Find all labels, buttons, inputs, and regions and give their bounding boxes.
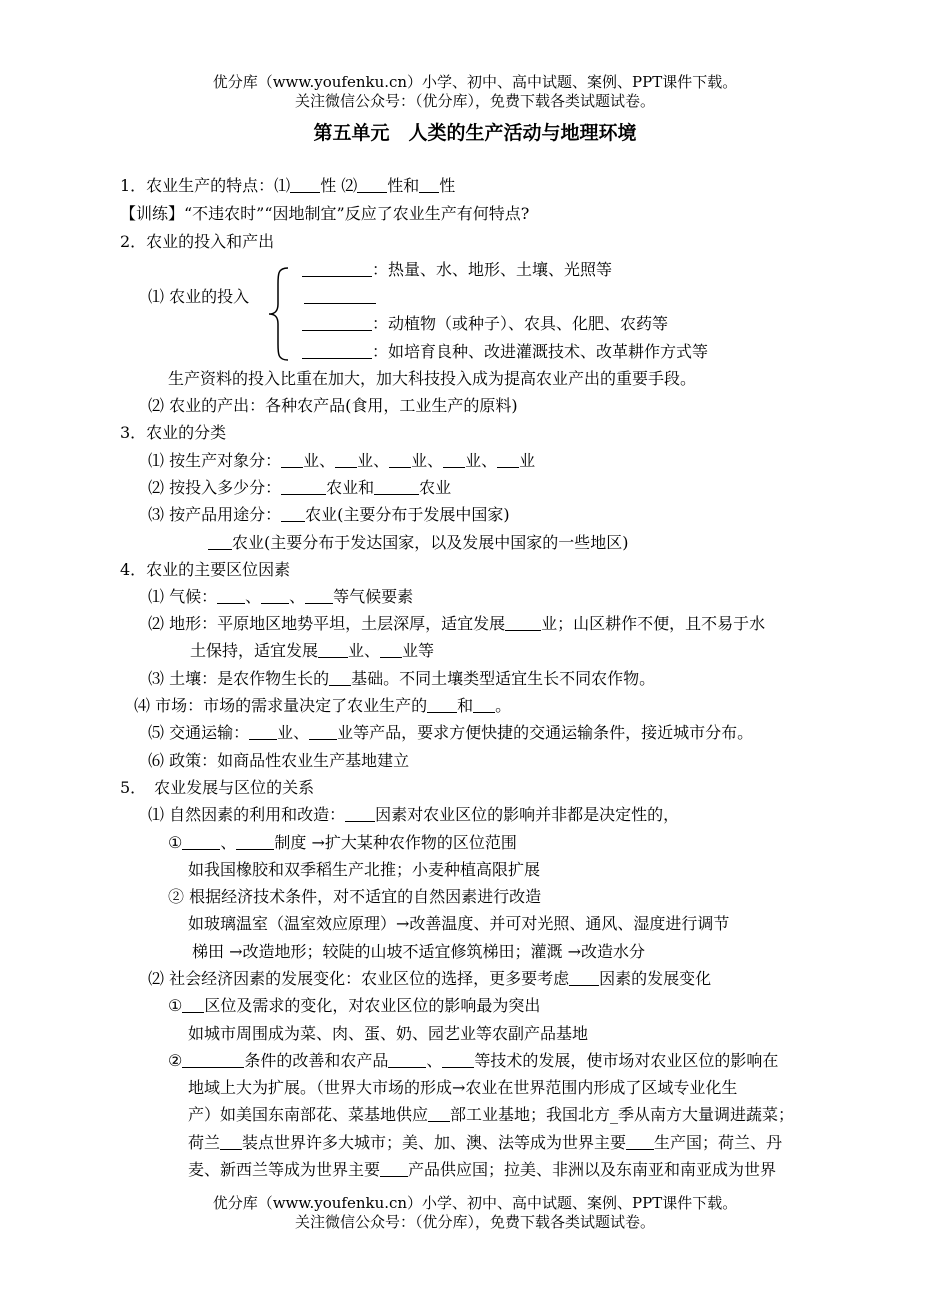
blank[interactable] bbox=[442, 1051, 474, 1068]
s4-climate: ⑴ 气候： 、 、 等气候要素 bbox=[148, 587, 414, 606]
blank[interactable] bbox=[304, 287, 376, 304]
blank[interactable] bbox=[182, 996, 204, 1013]
blank[interactable] bbox=[290, 176, 320, 193]
s2-heading: 2．农业的投入和产出 bbox=[120, 232, 275, 251]
header-line-2: 关注微信公众号：（优分库），免费下载各类试题试卷。 bbox=[294, 92, 655, 110]
blank[interactable] bbox=[217, 587, 245, 604]
blank[interactable] bbox=[281, 451, 303, 468]
blank[interactable] bbox=[388, 1051, 426, 1068]
s5-example-1: 如我国橡胶和双季稻生产北推；小麦种植高限扩展 bbox=[188, 860, 541, 879]
blank[interactable] bbox=[302, 260, 372, 277]
footer-line-2: 关注微信公众号：（优分库），免费下载各类试题试卷。 bbox=[294, 1213, 655, 1231]
s5-natural-1: ① 、 制度 →扩大某种农作物的区位范围 bbox=[168, 833, 517, 852]
s5-social: ⑵ 社会经济因素的发展变化：农业区位的选择，更多要考虑 因素的发展变化 bbox=[148, 969, 712, 988]
blank[interactable] bbox=[302, 342, 372, 359]
s5-para-2: 产）如美国东南部花、菜基地供应 部工业基地；我国北方_季从南方大量调进蔬菜； bbox=[188, 1105, 795, 1124]
s3-c: ⑶ 按产品用途分： 农业(主要分布于发展中国家) bbox=[148, 505, 510, 524]
s5-social-2: ② 条件的改善和农产品 、 等技术的发展，使市场对农业区位的影响在 bbox=[168, 1051, 779, 1070]
input-note: 生产资料的投入比重在加大，加大科技投入成为提高农业产出的重要手段。 bbox=[168, 369, 697, 388]
blank[interactable] bbox=[329, 669, 351, 686]
s4-market: ⑷ 市场：市场的需求量决定了农业生产的 和 。 bbox=[134, 696, 512, 715]
blank[interactable] bbox=[182, 1051, 244, 1068]
page-title: 第五单元 人类的生产活动与地理环境 bbox=[313, 122, 637, 144]
blank[interactable] bbox=[182, 833, 220, 850]
s1-line: 1．农业生产的特点：⑴ 性 ⑵ 性和 性 bbox=[120, 176, 456, 195]
blank[interactable] bbox=[281, 505, 305, 522]
curly-brace-icon bbox=[266, 266, 292, 362]
s5-example-4: 如城市周围成为菜、肉、蛋、奶、园艺业等农副产品基地 bbox=[188, 1024, 589, 1043]
s5-heading: 5． 农业发展与区位的关系 bbox=[120, 778, 315, 797]
blank[interactable] bbox=[569, 969, 599, 986]
blank[interactable] bbox=[497, 451, 519, 468]
blank[interactable] bbox=[236, 833, 274, 850]
training-line: 【训练】“不违农时”“因地制宜”反应了农业生产有何特点? bbox=[120, 204, 530, 223]
s4-transport: ⑸ 交通运输： 业、 业等产品，要求方便快捷的交通运输条件，接近城市分布。 bbox=[148, 723, 754, 742]
s5-natural: ⑴ 自然因素的利用和改造： 因素对农业区位的影响并非都是决定性的， bbox=[148, 805, 680, 824]
blank[interactable] bbox=[505, 614, 541, 631]
blank[interactable] bbox=[261, 587, 289, 604]
s4-terrain: ⑵ 地形：平原地区地势平坦，土层深厚，适宜发展 业；山区耕作不便，且不易于水 bbox=[148, 614, 766, 633]
blank[interactable] bbox=[335, 451, 357, 468]
blank[interactable] bbox=[419, 176, 439, 193]
blank[interactable] bbox=[305, 587, 333, 604]
s4-policy: ⑹ 政策：如商品性农业生产基地建立 bbox=[148, 751, 410, 770]
blank[interactable] bbox=[208, 533, 232, 550]
blank[interactable] bbox=[428, 1105, 450, 1122]
blank[interactable] bbox=[374, 478, 419, 495]
blank[interactable] bbox=[345, 805, 375, 822]
input-label: ⑴ 农业的投入 bbox=[148, 287, 250, 306]
footer-line-1: 优分库（www.youfenku.cn）小学、初中、高中试题、案例、PPT课件下载。 bbox=[212, 1194, 738, 1212]
blank[interactable] bbox=[318, 641, 348, 658]
input-item-1: ：热量、水、地形、土壤、光照等 bbox=[302, 260, 612, 280]
header-line-1: 优分库（www.youfenku.cn）小学、初中、高中试题、案例、PPT课件下载。 bbox=[212, 73, 738, 91]
blank[interactable] bbox=[249, 723, 277, 740]
input-item-3: ：动植物（或种子）、农具、化肥、农药等 bbox=[302, 314, 668, 334]
s3-b: ⑵ 按投入多少分： 农业和 农业 bbox=[148, 478, 452, 497]
blank[interactable] bbox=[309, 723, 337, 740]
s5-para-1: 地域上大为扩展。（世界大市场的形成→农业在世界范围内形成了区域专业化生 bbox=[188, 1078, 738, 1097]
blank[interactable] bbox=[389, 451, 411, 468]
s4-heading: 4．农业的主要区位因素 bbox=[120, 560, 291, 579]
blank[interactable] bbox=[427, 696, 457, 713]
blank[interactable] bbox=[357, 176, 387, 193]
s5-para-3: 荷兰 装点世界许多大城市；美、加、澳、法等成为世界主要 生产国；荷兰、丹 bbox=[188, 1133, 783, 1152]
s5-para-4: 麦、新西兰等成为世界主要 产品供应国；拉美、非洲以及东南亚和南亚成为世界 bbox=[188, 1160, 777, 1179]
s3-heading: 3．农业的分类 bbox=[120, 423, 227, 442]
s5-natural-2: ② 根据经济技术条件，对不适宜的自然因素进行改造 bbox=[168, 887, 542, 906]
blank[interactable] bbox=[473, 696, 495, 713]
s5-social-1: ① 区位及需求的变化，对农业区位的影响最为突出 bbox=[168, 996, 541, 1015]
blank[interactable] bbox=[380, 641, 402, 658]
input-item-2 bbox=[304, 287, 376, 307]
s4-terrain-cont: 土保持，适宜发展 业、 业等 bbox=[190, 641, 435, 660]
s4-soil: ⑶ 土壤：是农作物生长的 基础。不同土壤类型适宜生长不同农作物。 bbox=[148, 669, 656, 688]
output-line: ⑵ 农业的产出：各种农产品(食用，工业生产的原料) bbox=[148, 396, 518, 415]
blank[interactable] bbox=[443, 451, 465, 468]
s3-a: ⑴ 按生产对象分： 业、 业、 业、 业、 业 bbox=[148, 451, 536, 470]
s5-example-2: 如玻璃温室（温室效应原理）→改善温度、并可对光照、通风、湿度进行调节 bbox=[188, 914, 730, 933]
input-item-4: ：如培育良种、改进灌溉技术、改革耕作方式等 bbox=[302, 342, 708, 362]
s3-d: 农业(主要分布于发达国家，以及发展中国家的一些地区) bbox=[208, 533, 629, 553]
blank[interactable] bbox=[380, 1160, 408, 1177]
blank[interactable] bbox=[626, 1133, 654, 1150]
blank[interactable] bbox=[281, 478, 326, 495]
blank[interactable] bbox=[302, 314, 372, 331]
s5-example-3: 梯田 →改造地形；较陡的山坡不适宜修筑梯田；灌溉 →改造水分 bbox=[192, 942, 645, 961]
blank[interactable] bbox=[220, 1133, 242, 1150]
